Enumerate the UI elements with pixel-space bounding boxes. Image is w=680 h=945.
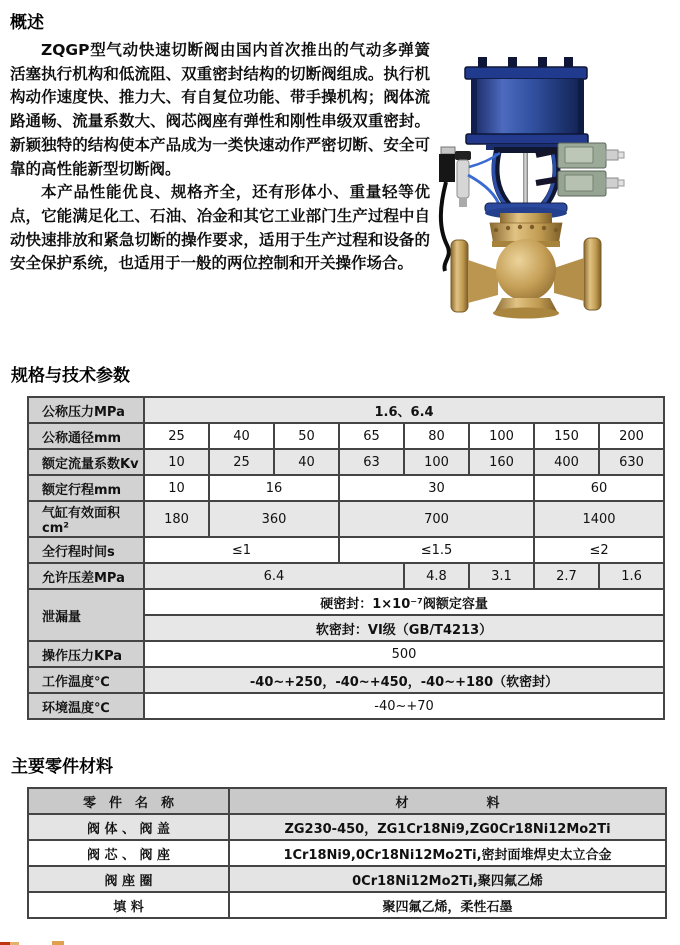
spec-value: 10 <box>144 475 209 501</box>
part-name: 阀 座 圈 <box>28 866 229 892</box>
spec-row-allowable-dp <box>28 563 664 589</box>
materials-header-part: 零 件 名 称 <box>28 788 229 814</box>
spec-value: 50 <box>274 423 339 449</box>
limit-switch-boxes <box>536 143 624 196</box>
spec-label: 额定行程mm <box>28 475 144 501</box>
spec-value: 180 <box>144 501 209 537</box>
spec-value: 1.6 <box>599 563 664 589</box>
part-material: 聚四氟乙烯，柔性石墨 <box>229 892 666 918</box>
spec-label: 环境温度℃ <box>28 693 144 719</box>
spec-value: 1400 <box>534 501 664 537</box>
materials-row <box>28 840 666 866</box>
spec-row-rated-travel <box>28 475 664 501</box>
part-name: 阀 芯 、 阀 座 <box>28 840 229 866</box>
spec-row-nominal-pressure <box>28 397 664 423</box>
spec-label: 操作压力KPa <box>28 641 144 667</box>
spec-label: 公称压力MPa <box>28 397 144 423</box>
spec-value: 160 <box>469 449 534 475</box>
spec-label: 气缸有效面积cm² <box>28 501 144 537</box>
page-bottom-cutoff-artifact <box>52 941 64 945</box>
specs-title: 规格与技术参数 <box>11 366 130 386</box>
spec-value: ≤1.5 <box>339 537 534 563</box>
overview-text <box>0 39 430 276</box>
spec-value: 软密封：VI级（GB/T4213） <box>144 615 664 641</box>
overview-title: 概述 <box>10 13 44 33</box>
spec-value: -40~+250，-40~+450，-40~+180（软密封） <box>144 667 664 693</box>
spec-value: 630 <box>599 449 664 475</box>
spec-value: 60 <box>534 475 664 501</box>
spec-row-nominal-diameter <box>28 423 664 449</box>
materials-row <box>28 814 666 840</box>
spec-row-full-travel-time <box>28 537 664 563</box>
spec-value: 40 <box>209 423 274 449</box>
spec-label: 泄漏量 <box>28 589 144 641</box>
spec-value: 40 <box>274 449 339 475</box>
materials-header-material: 材 料 <box>229 788 666 814</box>
specs-table <box>27 396 665 720</box>
spec-value: -40~+70 <box>144 693 664 719</box>
spec-value: 700 <box>339 501 534 537</box>
spec-row-leakage-hard <box>28 589 664 615</box>
spec-row-flow-coefficient <box>28 449 664 475</box>
spec-value: 6.4 <box>144 563 404 589</box>
spec-value: 63 <box>339 449 404 475</box>
spec-value: 3.1 <box>469 563 534 589</box>
spec-row-working-temp <box>28 667 664 693</box>
spec-value: 25 <box>209 449 274 475</box>
spec-label: 允许压差MPa <box>28 563 144 589</box>
spec-value: 100 <box>469 423 534 449</box>
part-material: 1Cr18Ni9,0Cr18Ni12Mo2Ti,密封面堆焊史太立合金 <box>229 840 666 866</box>
spec-label: 全行程时间s <box>28 537 144 563</box>
pneumatic-actuator-drum <box>465 57 588 150</box>
spec-row-operating-pressure <box>28 641 664 667</box>
part-material: 0Cr18Ni12Mo2Ti,聚四氟乙烯 <box>229 866 666 892</box>
spec-value: 4.8 <box>404 563 469 589</box>
spec-value: 10 <box>144 449 209 475</box>
valve-product-photo <box>438 55 628 323</box>
spec-value: 100 <box>404 449 469 475</box>
spec-value: 1.6、6.4 <box>144 397 664 423</box>
materials-table <box>27 787 667 919</box>
part-name: 填 料 <box>28 892 229 918</box>
spec-value: 500 <box>144 641 664 667</box>
part-name: 阀 体 、 阀 盖 <box>28 814 229 840</box>
spec-value: 400 <box>534 449 599 475</box>
materials-row <box>28 866 666 892</box>
spec-value: ≤1 <box>144 537 339 563</box>
spec-value: 30 <box>339 475 534 501</box>
spec-row-cylinder-area <box>28 501 664 537</box>
yoke-and-stem <box>493 147 558 206</box>
overview-section <box>0 39 680 319</box>
spec-value: 硬密封：1×10⁻⁷阀额定容量 <box>144 589 664 615</box>
spec-value: 65 <box>339 423 404 449</box>
materials-row <box>28 892 666 918</box>
spec-value: 150 <box>534 423 599 449</box>
spec-label: 额定流量系数Kv <box>28 449 144 475</box>
spec-label: 公称通径mm <box>28 423 144 449</box>
spec-value: 200 <box>599 423 664 449</box>
spec-value: 80 <box>404 423 469 449</box>
spec-label: 工作温度℃ <box>28 667 144 693</box>
materials-header-row <box>28 788 666 814</box>
materials-title: 主要零件材料 <box>11 757 113 777</box>
spec-value: ≤2 <box>534 537 664 563</box>
spec-value: 2.7 <box>534 563 599 589</box>
part-material: ZG230-450，ZG1Cr18Ni9,ZG0Cr18Ni12Mo2Ti <box>229 814 666 840</box>
spec-value: 360 <box>209 501 339 537</box>
spec-value: 25 <box>144 423 209 449</box>
spec-value: 16 <box>209 475 339 501</box>
overview-paragraph-1: ZQGP型气动快速切断阀由国内首次推出的气动多弹簧活塞执行机构和低流阻、双重密封结构的切断阀组成。执行机构动作速度快、推力大、有自复位功能、带手操机构；阀体流路通畅、流量系数大、阀芯阀座有弹性和刚性串级双重密封。新颖独特的结构使本产品成为一类快速动作严密切断、安全可靠的高性能新型切断阀。 <box>10 41 430 178</box>
spec-row-ambient-temp <box>28 693 664 719</box>
valve-body-and-flanges <box>451 238 601 319</box>
overview-paragraph-2: 本产品性能优良、规格齐全，还有形体小、重量轻等优点，它能满足化工、石油、冶金和其它工业部门生产过程中自动快速排放和紧急切断的操作要求，适用于生产过程和设备的安全保护系统，也适用于一般的两位控制和开关操作场合。 <box>10 183 430 273</box>
